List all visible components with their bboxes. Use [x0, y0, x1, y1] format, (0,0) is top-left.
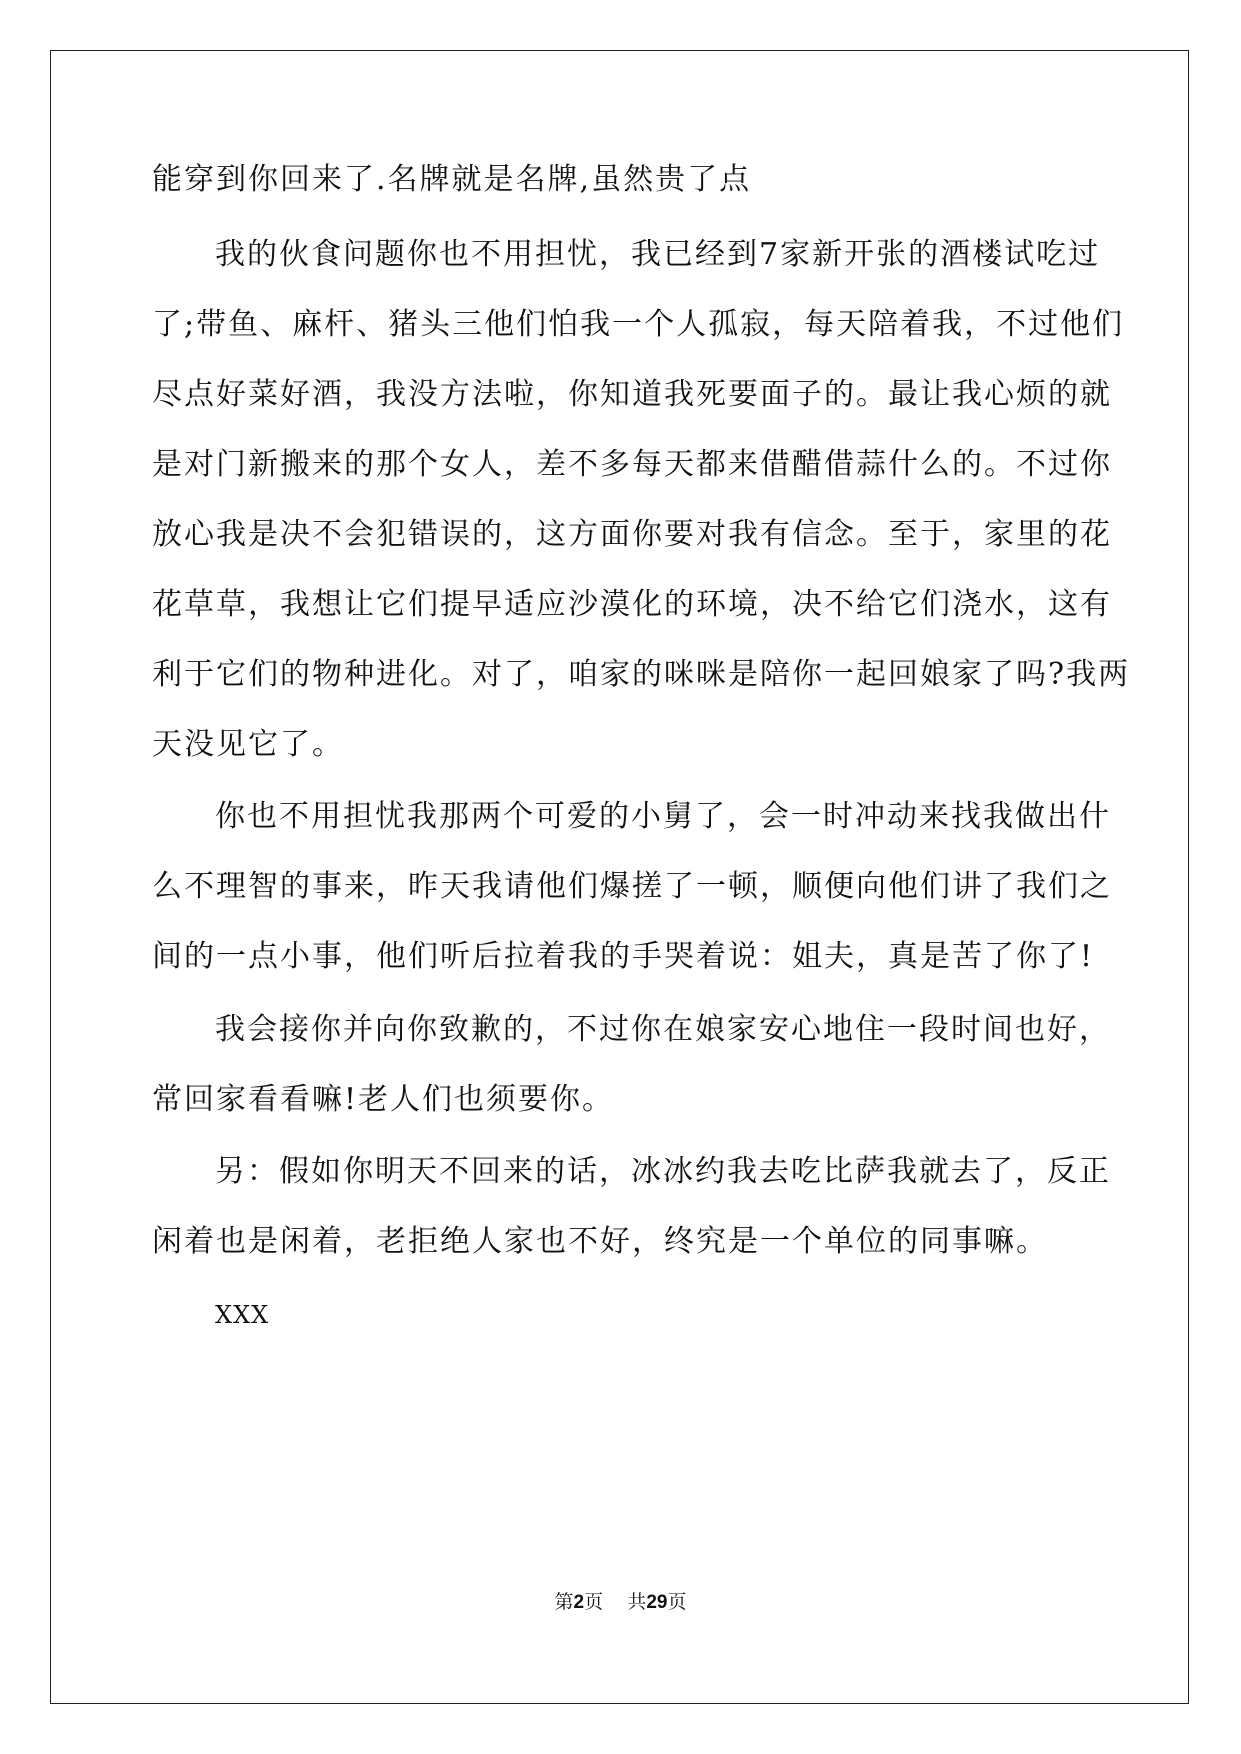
text-line-14: 常回家看看嘛!老人们也须要你。 [152, 1082, 615, 1117]
signature: XXX [215, 1301, 270, 1329]
footer-page-number: 2 [573, 1592, 585, 1613]
text-line-1: 能穿到你回来了.名牌就是名牌,虽然贵了点 [152, 162, 752, 197]
text-line-13: 我会接你并向你致歉的，不过你在娘家安心地住一段时间也好， [215, 1012, 1111, 1047]
page-footer [0, 1590, 1241, 1615]
text-line-7: 花草草，我想让它们提早适应沙漠化的环境，决不给它们浇水，这有 [152, 587, 1112, 622]
text-line-2: 我的伙食问题你也不用担忧，我已经到7家新开张的酒楼试吃过 [215, 237, 1101, 272]
text-line-5: 是对门新搬来的那个女人，差不多每天都来借醋借蒜什么的。不过你 [152, 447, 1112, 482]
text-line-4: 尽点好菜好酒，我没方法啦，你知道我死要面子的。最让我心烦的就 [152, 377, 1112, 412]
footer-total-prefix: 共 [627, 1591, 647, 1613]
text-line-15: 另：假如你明天不回来的话，冰冰约我去吃比萨我就去了，反正 [215, 1154, 1111, 1189]
text-line-3: 了;带鱼、麻杆、猪头三他们怕我一个人孤寂，每天陪着我，不过他们 [152, 307, 1125, 342]
footer-page-prefix: 第 [554, 1591, 574, 1613]
footer-page-suffix: 页 [584, 1591, 604, 1613]
text-line-10: 你也不用担忧我那两个可爱的小舅了，会一时冲动来找我做出什 [215, 799, 1111, 834]
text-line-6: 放心我是决不会犯错误的，这方面你要对我有信念。至于，家里的花 [152, 517, 1112, 552]
footer-total-pages: 29 [646, 1592, 668, 1613]
text-line-9: 天没见它了。 [152, 727, 344, 762]
text-line-8: 利于它们的物种进化。对了，咱家的咪咪是陪你一起回娘家了吗?我两 [152, 657, 1131, 692]
text-line-16: 闲着也是闲着，老拒绝人家也不好，终究是一个单位的同事嘛。 [152, 1224, 1048, 1259]
footer-total-suffix: 页 [667, 1591, 687, 1613]
text-line-12: 间的一点小事，他们听后拉着我的手哭着说：姐夫，真是苦了你了! [152, 939, 1095, 974]
text-line-11: 么不理智的事来，昨天我请他们爆搓了一顿，顺便向他们讲了我们之 [152, 869, 1112, 904]
